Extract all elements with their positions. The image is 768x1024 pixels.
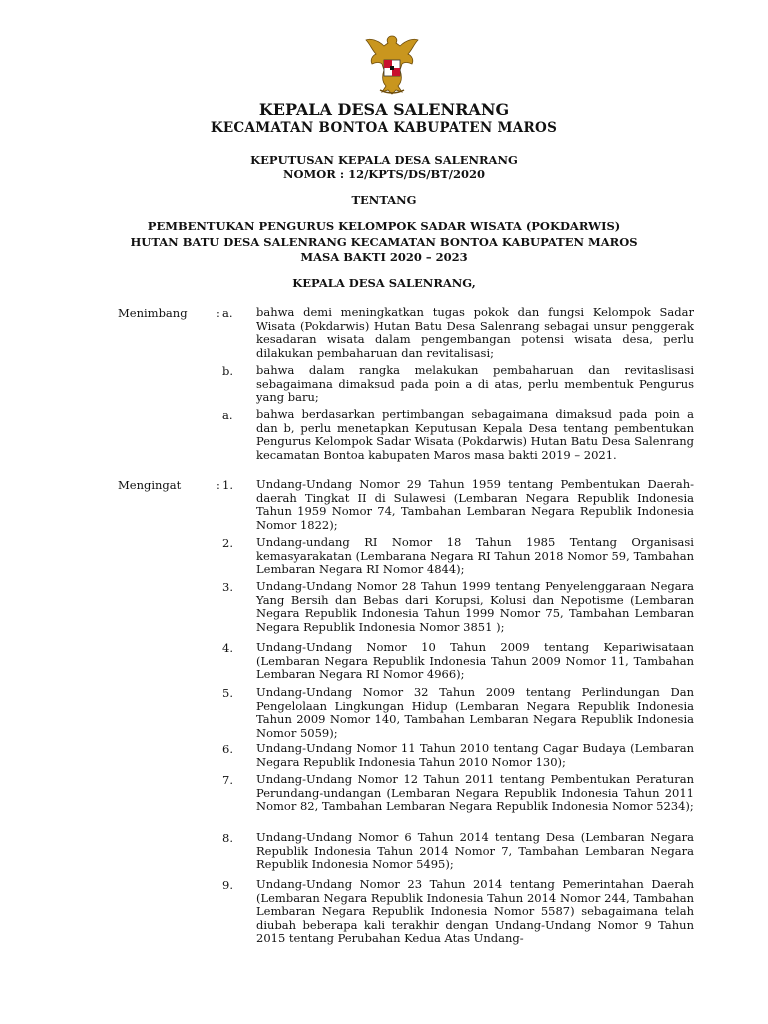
item-text: bahwa demi meningkatkan tugas pokok dan fungsi Kelompok Sadar Wisata (Pokdarwis) Hutan Batu Desa Salenrang sebagai unsur penggerak kesadaran wisata dalam pengembangan potensi wisata desa, perlu dilakukan pembaharuan dan revitalisasi; [256, 305, 694, 360]
item-text: Undang-Undang Nomor 10 Tahun 2009 tentang Kepariwisataan (Lembaran Negara Republik Indonesia Tahun 2009 Nomor 11, Tambahan Lembaran Negara RI Nomor 4966); [256, 640, 694, 682]
decree-number: NOMOR : 12/KPTS/DS/BT/2020 [283, 167, 485, 181]
decree-line-1: KEPUTUSAN KEPALA DESA SALENRANG [250, 153, 518, 167]
page-subtitle: KECAMATAN BONTOA KABUPATEN MAROS [210, 120, 558, 136]
garuda-emblem-icon [364, 30, 420, 98]
subject-line-1: PEMBENTUKAN PENGURUS KELOMPOK SADAR WISATA (POKDARWIS) [147, 219, 621, 233]
subject-line-2: HUTAN BATU DESA SALENRANG KECAMATAN BONTOA KABUPATEN MAROS [130, 235, 638, 249]
subject-line-3: MASA BAKTI 2020 – 2023 [300, 250, 468, 264]
item-label: a. [222, 408, 233, 422]
item-text: Undang-Undang Nomor 23 Tahun 2014 tentang Pemerintahan Daerah (Lembaran Negara Republik Indonesia Tahun 2014 Nomor 244, Tambahan Lembaran Negara Republik Indonesia Nomor 5587) sebagaimana telah diubah beberapa kali terakhir dengan Undang-Undang Nomor 9 Tahun 2015 tentang Perubahan Kedua Atas Undang- [256, 877, 694, 946]
item-text: bahwa berdasarkan pertimbangan sebagaimana dimaksud pada poin a dan b, perlu menetapkan Keputusan Kepala Desa tentang pembentukan Pengurus Kelompok Sadar Wisata (Pokdarwis) Hutan Batu Desa Salenrang kecamatan Bontoa kabupaten Maros masa bakti 2019 – 2021. [256, 407, 694, 462]
item-text: Undang-Undang Nomor 28 Tahun 1999 tentang Penyelenggaraan Negara Yang Bersih dan Bebas dari Korupsi, Kolusi dan Nepotisme (Lembaran Negara Republik Indonesia Tahun 1999 Nomor 75, Tambahan Lembaran Negara Republik Indonesia Nomor 3851 ); [256, 579, 694, 634]
item-label: 6. [222, 742, 233, 756]
item-text: Undang-undang RI Nomor 18 Tahun 1985 Tentang Organisasi kemasyarakatan (Lembarana Negara RI Tahun 2018 Nomor 59, Tambahan Lembaran Negara RI Nomor 4844); [256, 535, 694, 577]
item-label: 5. [222, 686, 233, 700]
item-label: 2. [222, 536, 233, 550]
item-text: Undang-Undang Nomor 12 Tahun 2011 tentang Pembentukan Peraturan Perundang-undangan (Lembaran Negara Republik Indonesia Tahun 2011 Nomor 82, Tambahan Lembaran Negara Republik Indonesia Nomor 5234); [256, 772, 694, 814]
mengingat-colon: : [216, 478, 220, 492]
item-label: 7. [222, 773, 233, 787]
issuer-heading: KEPALA DESA SALENRANG, [292, 276, 476, 290]
item-label: 8. [222, 831, 233, 845]
item-text: bahwa dalam rangka melakukan pembaharuan dan revitaslisasi sebagaimana dimaksud pada poin a di atas, perlu membentuk Pengurus yang baru; [256, 363, 694, 405]
menimbang-text: Menimbang [118, 306, 188, 320]
item-label: 9. [222, 878, 233, 892]
item-label: b. [222, 364, 234, 378]
item-text: Undang-Undang Nomor 11 Tahun 2010 tentang Cagar Budaya (Lembaran Negara Republik Indonesia Tahun 2010 Nomor 130); [256, 741, 694, 769]
item-label: 1. [222, 478, 233, 492]
tentang-heading: TENTANG [351, 193, 417, 207]
item-text: Undang-Undang Nomor 6 Tahun 2014 tentang Desa (Lembaran Negara Republik Indonesia Tahun 2014 Nomor 7, Tambahan Lembaran Negara Republik Indonesia Nomor 5495); [256, 830, 694, 872]
mengingat-text: Mengingat [118, 478, 182, 492]
item-label: 3. [222, 580, 233, 594]
menimbang-colon: : [216, 306, 220, 320]
item-label: 4. [222, 641, 233, 655]
item-text: Undang-Undang Nomor 29 Tahun 1959 tentang Pembentukan Daerah-daerah Tingkat II di Sulawesi (Lembaran Negara Republik Indonesia Tahun 1959 Nomor 74, Tambahan Lembaran Negara Republik Indonesia Nomor 1822); [256, 477, 694, 532]
mengingat-label [118, 478, 220, 492]
item-text: Undang-Undang Nomor 32 Tahun 2009 tentang Perlindungan Dan Pengelolaan Lingkungan Hidup (Lembaran Negara Republik Indonesia Tahun 2009 Nomor 140, Tambahan Lembaran Negara Republik Indonesia Nomor 5059); [256, 685, 694, 740]
menimbang-label [118, 306, 220, 320]
page-title: KEPALA DESA SALENRANG [258, 100, 510, 119]
item-label: a. [222, 306, 233, 320]
